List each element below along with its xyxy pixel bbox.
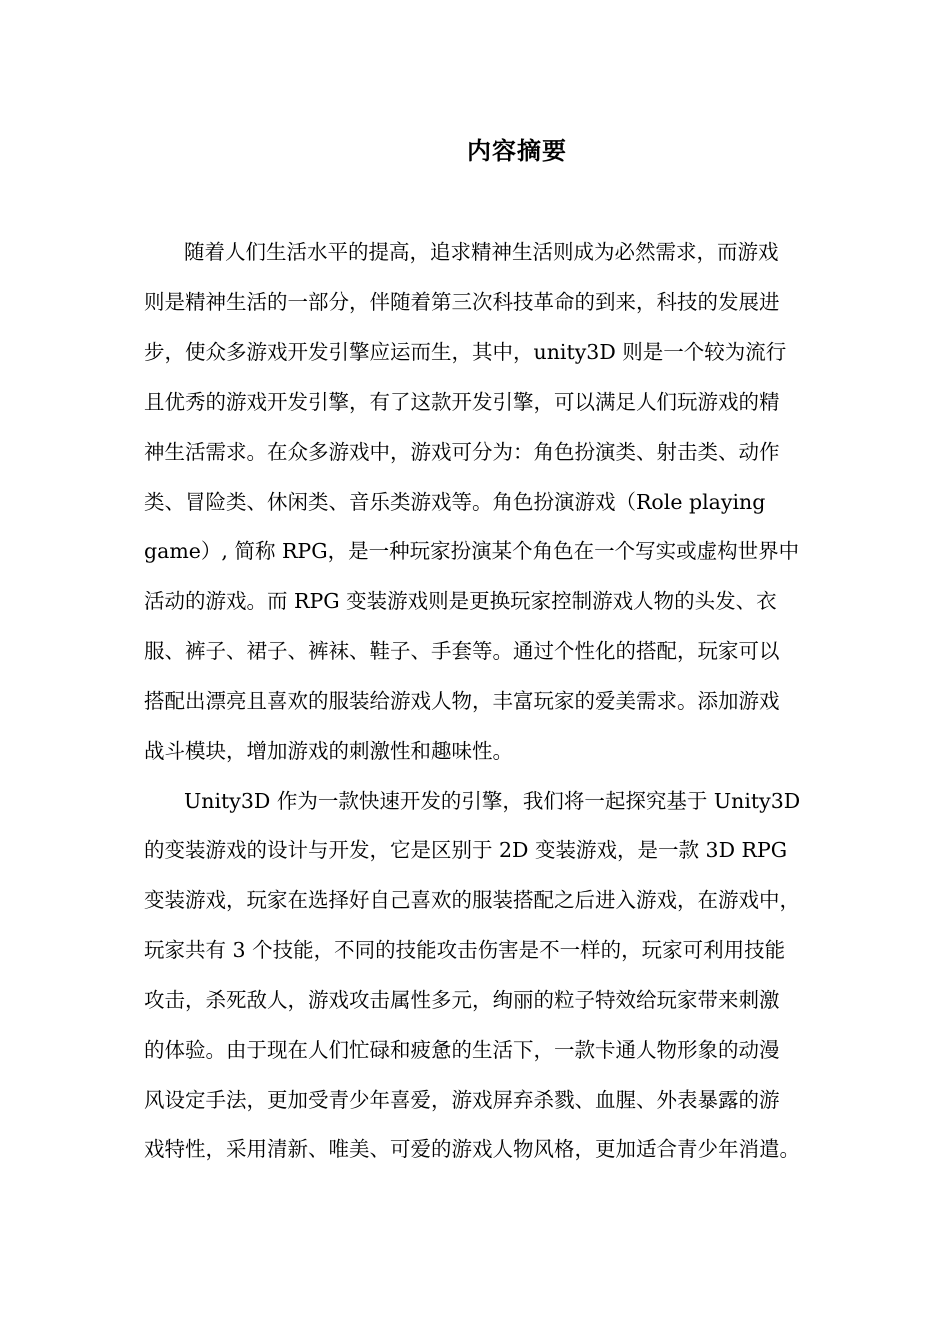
page-title: 内容摘要 (467, 137, 567, 165)
paragraph-line: 活动的游戏。而 RPG 变装游戏则是更换玩家控制游戏人物的头发、衣 (144, 589, 777, 613)
paragraph-line: 神生活需求。在众多游戏中，游戏可分为：角色扮演类、射击类、动作 (144, 440, 780, 464)
paragraph-line: 的变装游戏的设计与开发，它是区别于 2D 变装游戏，是一款 3D RPG (144, 838, 788, 862)
paragraph-line: 类、冒险类、休闲类、音乐类游戏等。角色扮演游戏（Role playing (144, 490, 766, 514)
paragraph-line: 攻击，杀死敌人，游戏攻击属性多元，绚丽的粒子特效给玩家带来刺激 (144, 988, 780, 1012)
paragraph-line: 的体验。由于现在人们忙碌和疲惫的生活下，一款卡通人物形象的动漫 (144, 1038, 780, 1062)
paragraph-line: 变装游戏，玩家在选择好自己喜欢的服装搭配之后进入游戏，在游戏中， (144, 888, 800, 912)
paragraph-line: 则是精神生活的一部分，伴随着第三次科技革命的到来，科技的发展进 (144, 290, 780, 314)
paragraph-line: 且优秀的游戏开发引擎，有了这款开发引擎，可以满足人们玩游戏的精 (144, 390, 780, 414)
paragraph-line: 玩家共有 3 个技能，不同的技能攻击伤害是不一样的，玩家可利用技能 (144, 938, 786, 962)
paragraph-line: Unity3D 作为一款快速开发的引擎，我们将一起探究基于 Unity3D (184, 789, 801, 813)
paragraph-line: 步，使众多游戏开发引擎应运而生，其中，unity3D 则是一个较为流行 (144, 340, 787, 364)
paragraph-line: game）, 简称 RPG，是一种玩家扮演某个角色在一个写实或虚构世界中 (144, 539, 800, 563)
paragraph-line: 战斗模块，增加游戏的刺激性和趣味性。 (144, 739, 513, 763)
paragraph-line: 服、裤子、裙子、裤袜、鞋子、手套等。通过个性化的搭配，玩家可以 (144, 639, 780, 663)
paragraph-line: 戏特性，采用清新、唯美、可爱的游戏人物风格，更加适合青少年消遣。 (144, 1137, 800, 1161)
paragraph-line: 风设定手法，更加受青少年喜爱，游戏屏弃杀戮、血腥、外表暴露的游 (144, 1088, 780, 1112)
paragraph-line: 随着人们生活水平的提高，追求精神生活则成为必然需求，而游戏 (184, 240, 779, 264)
paragraph-line: 搭配出漂亮且喜欢的服装给游戏人物，丰富玩家的爱美需求。添加游戏 (144, 689, 780, 713)
